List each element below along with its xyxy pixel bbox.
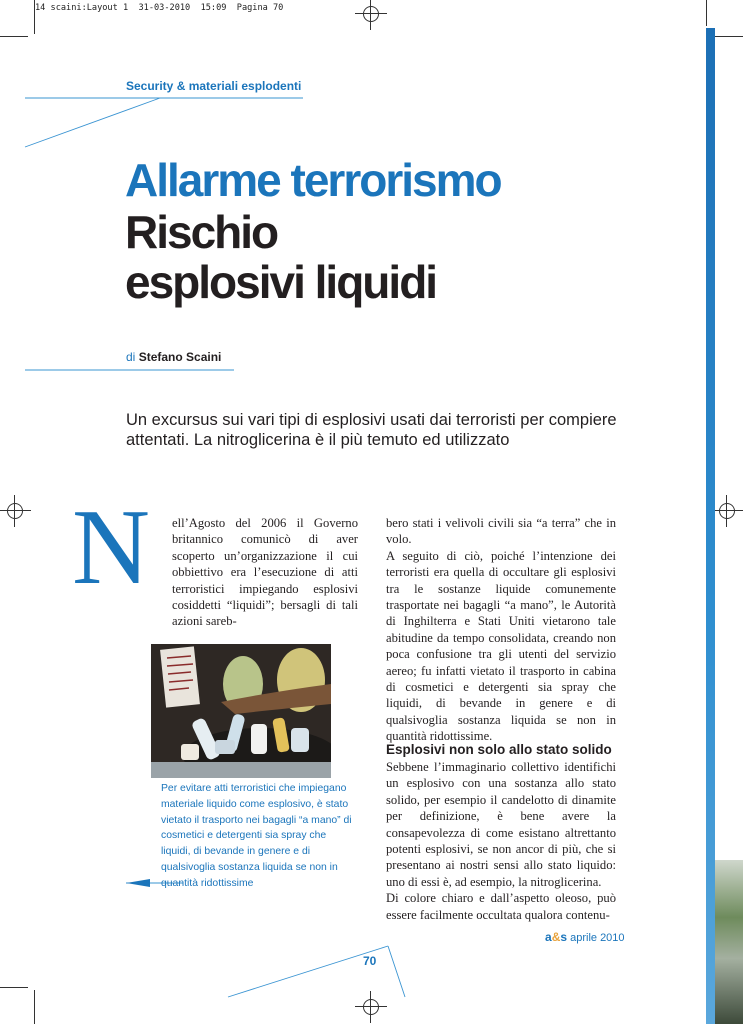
printer-slug: 14 scaini:Layout 1 31-03-2010 15:09 Pagina 70 bbox=[35, 3, 284, 13]
headline-line: Rischio bbox=[125, 206, 278, 258]
brand-logo-a: a bbox=[545, 930, 552, 944]
body-paragraph: A seguito di ciò, poiché l’intenzione dei terroristi era quella di occultare gli esplosivi tra le sostanze liquide comunemente trasportate nei bagagli “a mano”, le Autorità di Inghilterra e Stati Uniti vietarono tale abitudine da tempo consolidata, creando non poca confusione tra gli utenti del servizio aereo; fu infatti vietato il trasporto in cabina di cosmetici e detergenti sia spray che liquidi, di bevande in genere e di qualsivoglia sostanza liquida se non in quantità ridottissime. bbox=[386, 548, 616, 744]
headline-line: esplosivi liquidi bbox=[125, 256, 437, 308]
issue-date: aprile 2010 bbox=[570, 932, 625, 944]
body-column-2 bbox=[386, 515, 616, 745]
section-label: Security & materiali esplodenti bbox=[126, 79, 302, 93]
photo-caption: Per evitare atti terroristici che impiegano materiale liquido come esplosivo, è stato vietato il trasporto nei bagagli “a mano” di cosmetici e detergenti sia spray che liquidi, di bevande in genere e di qualsivoglia sostanza liquida se non in quantità ridottissime bbox=[161, 783, 352, 889]
brand-logo-s: s bbox=[560, 930, 568, 944]
page-number: 70 bbox=[363, 954, 377, 968]
photo-illustration bbox=[151, 644, 331, 778]
byline bbox=[126, 350, 221, 364]
section-subheading: Esplosivi non solo allo stato solido bbox=[386, 742, 612, 757]
body-paragraph: Sebbene l’immaginario collettivo identifichi un esplosivo con una sostanza allo stato solido, per esempio il candelotto di dinamite per definizione, è bene avere la consapevolezza di come esistano altrettanto potenti esplosivi, se non ancor di più, che si presentano ai nostri sensi allo stato liquido: uno di essi è, ad esempio, la nitroglicerina. bbox=[386, 760, 616, 889]
byline-prefix: di bbox=[126, 350, 136, 364]
drop-cap: N bbox=[72, 488, 150, 607]
body-paragraph: Di colore chiaro e dall’aspetto oleoso, può essere facilmente occultata qualora contenu- bbox=[386, 891, 616, 922]
brand-logo-amp: & bbox=[551, 930, 561, 944]
article-photo bbox=[151, 644, 331, 778]
article-standfirst: Un excursus sui vari tipi di esplosivi usati dai terroristi per compiere attentati. La nitroglicerina è il più temuto ed utilizzato bbox=[126, 411, 617, 449]
body-column-1 bbox=[172, 515, 358, 630]
author-name: Stefano Scaini bbox=[138, 350, 222, 364]
body-paragraph: ell’Agosto del 2006 il Governo britannico comunicò di aver scoperto un’organizzazione il cui obbiettivo era l’esecuzione di atti terroristici impiegando esplosivi cosiddetti “liquidi”; bersagli di tali azioni sareb- bbox=[172, 516, 358, 629]
body-paragraph: bero stati i velivoli civili sia “a terra” che in volo. bbox=[386, 516, 616, 547]
headline-secondary bbox=[125, 207, 436, 307]
body-section bbox=[386, 741, 616, 923]
footer-publication bbox=[545, 930, 625, 944]
headline-primary: Allarme terrorismo bbox=[125, 154, 501, 206]
